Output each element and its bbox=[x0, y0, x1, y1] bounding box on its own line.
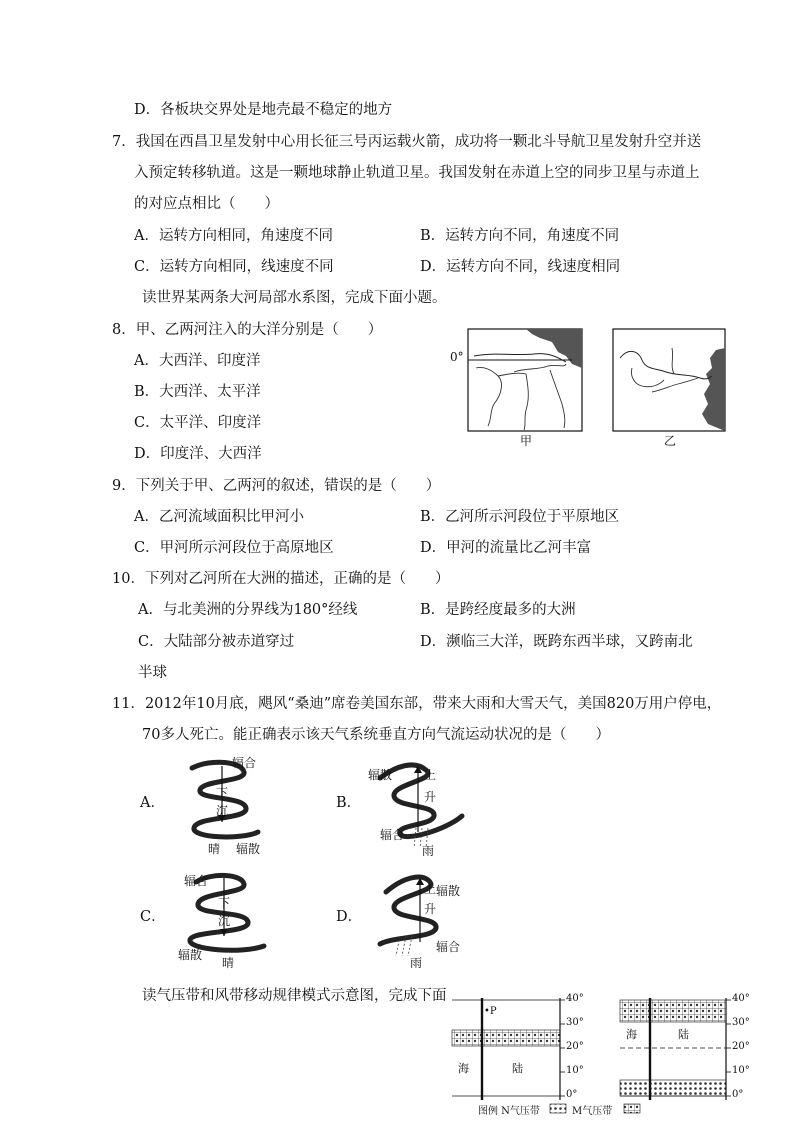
lat-tick-10-left: 10° bbox=[566, 1065, 584, 1076]
land-label-right: 陆 bbox=[678, 1028, 689, 1041]
q7-stem-line2: 入预定转移轨道。这是一颗地球静止轨道卫星。我国发射在赤道上空的同步卫星与赤道上 bbox=[134, 165, 700, 181]
helix-a-bottom-right: 辐散 bbox=[236, 842, 261, 856]
q9-option-a: A．乙河流域面积比甲河小 bbox=[134, 509, 304, 525]
q10-option-c: C．大陆部分被赤道穿过 bbox=[138, 634, 295, 650]
helix-diagram-c bbox=[172, 866, 272, 970]
helix-diagram-d bbox=[366, 866, 466, 970]
q10-option-b: B．是跨经度最多的大洲 bbox=[420, 602, 576, 618]
q11-letter-d: D． bbox=[336, 909, 363, 925]
q9-option-c: C．甲河所示河段位于高原地区 bbox=[134, 540, 334, 556]
q8-option-a: A．大西洋、印度洋 bbox=[134, 353, 261, 369]
q10-option-d-cont: 半球 bbox=[138, 665, 167, 681]
lat-tick-30-right: 30° bbox=[732, 1017, 750, 1028]
q7-option-b: B．运转方向不同，角速度不同 bbox=[420, 228, 620, 244]
sea-label-left: 海 bbox=[458, 1062, 469, 1075]
helix-a-top: 辐合 bbox=[232, 756, 257, 770]
helix-c-top: 辐合 bbox=[184, 874, 209, 888]
helix-b-bottom-right: 雨 bbox=[422, 844, 435, 858]
q9-option-d: D．甲河的流量比乙河丰富 bbox=[420, 540, 592, 556]
helix-a-mid1: 下 bbox=[216, 786, 229, 800]
lat-tick-20-right: 20° bbox=[732, 1041, 750, 1052]
q9-stem: 9．下列关于甲、乙两河的叙述，错误的是（ ） bbox=[112, 478, 441, 494]
q10-option-d: D．濒临三大洋，既跨东西半球，又跨南北 bbox=[420, 634, 693, 650]
q7-option-d: D．运转方向不同，线速度相同 bbox=[420, 259, 621, 275]
helix-a-mid2: 沉 bbox=[216, 804, 229, 818]
river-map-jia bbox=[450, 328, 584, 448]
q11-letter-c: C． bbox=[140, 909, 166, 925]
q8-option-b: B．大西洋、太平洋 bbox=[134, 384, 261, 400]
q7-stem-line3: 的对应点相比（ ） bbox=[134, 196, 279, 212]
lat-tick-30-left: 30° bbox=[566, 1017, 584, 1028]
legend-m-label: M气压带 bbox=[572, 1106, 613, 1117]
legend-label: 图例 N气压带 bbox=[478, 1106, 540, 1117]
helix-c-bottom-left: 辐散 bbox=[178, 948, 203, 962]
lat-tick-40-right: 40° bbox=[732, 993, 750, 1004]
helix-d-mid2: 升 bbox=[424, 902, 437, 916]
q8-option-c: C．太平洋、印度洋 bbox=[134, 415, 262, 431]
q10-option-a: A．与北美洲的分界线为180°经线 bbox=[138, 602, 358, 618]
helix-d-mid1: 上 bbox=[424, 882, 437, 896]
q7-stem-line1: 7．我国在西昌卫星发射中心用长征三号丙运载火箭，成功将一颗北斗导航卫星发射升空并送 bbox=[112, 134, 702, 150]
land-label-left: 陆 bbox=[512, 1062, 523, 1075]
helix-b-bottom-left: 辐合 bbox=[380, 828, 405, 842]
helix-b-top: 辐散 bbox=[368, 768, 393, 782]
q7-option-c: C．运转方向相同，线速度不同 bbox=[134, 259, 334, 275]
lat-tick-0-left: 0° bbox=[566, 1089, 578, 1100]
helix-d-top: 辐散 bbox=[436, 884, 461, 898]
q11-stem-line2: 70多人死亡。能正确表示该天气系统垂直方向气流运动状况的是（ ） bbox=[142, 727, 610, 743]
helix-c-bottom-right: 晴 bbox=[222, 956, 235, 970]
helix-c-mid1: 下 bbox=[218, 896, 231, 910]
q9-option-b: B．乙河所示河段位于平原地区 bbox=[420, 509, 620, 525]
pressure-belt-diagram bbox=[448, 993, 786, 1118]
q10-stem: 10．下列对乙河所在大洲的描述，正确的是（ ） bbox=[112, 571, 450, 587]
q8-option-d: D．印度洋、大西洋 bbox=[134, 446, 262, 462]
intro-8-10: 读世界某两条大河局部水系图，完成下面小题。 bbox=[142, 290, 447, 306]
helix-b-mid2: 升 bbox=[424, 790, 437, 804]
point-p-label: •P bbox=[484, 1006, 497, 1017]
q11-letter-b: B． bbox=[336, 795, 362, 811]
sea-label-right: 海 bbox=[626, 1028, 637, 1041]
q7-option-a: A．运转方向相同，角速度不同 bbox=[134, 228, 333, 244]
lat-tick-0-right: 0° bbox=[732, 1089, 744, 1100]
intro-12: 读气压带和风带移动规律模式示意图，完成下面 bbox=[142, 988, 447, 1004]
helix-d-bottom-left: 雨 bbox=[410, 956, 423, 970]
helix-diagram-a bbox=[172, 756, 272, 856]
helix-diagram-b bbox=[366, 756, 466, 856]
lat-tick-20-left: 20° bbox=[566, 1041, 584, 1052]
lat-tick-10-right: 10° bbox=[732, 1065, 750, 1076]
map-lat-label: 0° bbox=[450, 350, 464, 364]
lat-tick-40-left: 40° bbox=[566, 993, 584, 1004]
q8-stem: 8．甲、乙两河注入的大洋分别是（ ） bbox=[112, 322, 383, 338]
q6-option-d: D．各板块交界处是地壳最不稳定的地方 bbox=[134, 102, 393, 118]
helix-b-mid1: 上 bbox=[424, 768, 437, 782]
q11-letter-a: A． bbox=[140, 795, 165, 811]
helix-c-mid2: 沉 bbox=[218, 914, 231, 928]
map-label-jia: 甲 bbox=[520, 434, 533, 448]
q11-stem-line1: 11．2012年10月底，飓风“桑迪”席卷美国东部，带来大雨和大雪天气，美国820万用户停电， bbox=[112, 696, 722, 712]
helix-a-bottom-left: 晴 bbox=[208, 842, 221, 856]
helix-d-bottom-right: 辐合 bbox=[436, 940, 461, 954]
map-label-yi: 乙 bbox=[664, 434, 677, 448]
river-map-yi bbox=[612, 328, 726, 448]
